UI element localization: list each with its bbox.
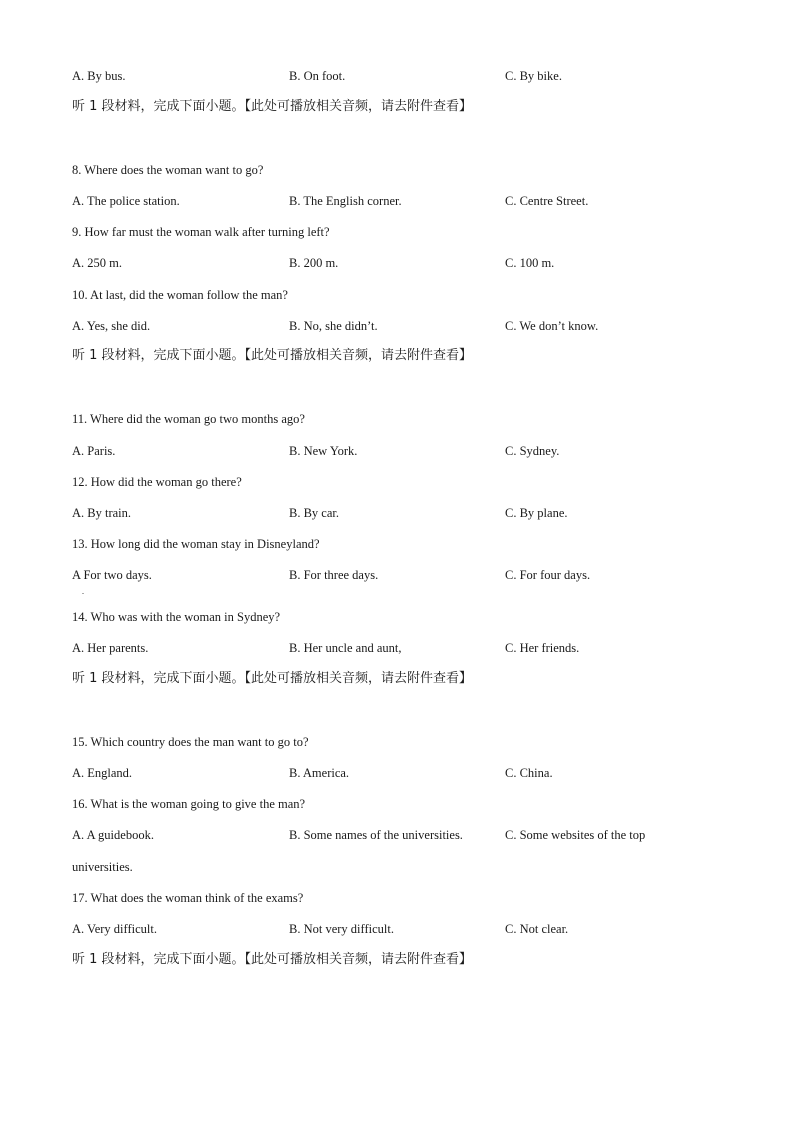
stray-dot: . [82, 587, 84, 596]
q11-option-a: A. Paris. [72, 444, 116, 458]
question-9: 9. How far must the woman walk after turning left? [72, 225, 330, 239]
question-15: 15. Which country does the man want to go to? [72, 735, 309, 749]
q9-option-a: A. 250 m. [72, 256, 122, 270]
q14-option-b: B. Her uncle and aunt, [289, 641, 402, 655]
q7-option-b: B. On foot. [289, 69, 346, 83]
q12-option-c: C. By plane. [505, 506, 568, 520]
q13-option-a: A For two days. [72, 568, 152, 582]
q14-option-a: A. Her parents. [72, 641, 149, 655]
q13-option-c: C. For four days. [505, 568, 591, 582]
q9-option-c: C. 100 m. [505, 256, 555, 270]
q12-option-a: A. By train. [72, 506, 132, 520]
q15-option-a: A. England. [72, 766, 133, 780]
q10-option-b: B. No, she didn’t. [289, 319, 378, 333]
q9-option-b: B. 200 m. [289, 256, 339, 270]
question-11: 11. Where did the woman go two months ago? [72, 412, 305, 426]
q13-option-b: B. For three days. [289, 568, 379, 582]
instruction-4: 听 1 段材料，完成下面小题。【此处可播放相关音频，请去附件查看】 [72, 952, 473, 967]
q11-option-b: B. New York. [289, 444, 358, 458]
q12-option-b: B. By car. [289, 506, 339, 520]
question-13: 13. How long did the woman stay in Disneyland? [72, 537, 320, 551]
q11-option-c: C. Sydney. [505, 444, 560, 458]
q10-option-c: C. We don’t know. [505, 319, 599, 333]
q8-option-a: A. The police station. [72, 194, 180, 208]
q16-option-c: C. Some websites of the top [505, 828, 646, 842]
q16-option-b: B. Some names of the universities. [289, 828, 463, 842]
q14-option-c: C. Her friends. [505, 641, 580, 655]
q8-option-c: C. Centre Street. [505, 194, 589, 208]
q15-option-b: B. America. [289, 766, 350, 780]
q17-option-c: C. Not clear. [505, 922, 569, 936]
question-14: 14. Who was with the woman in Sydney? [72, 610, 281, 624]
q7-option-a: A. By bus. [72, 69, 126, 83]
instruction-3: 听 1 段材料，完成下面小题。【此处可播放相关音频，请去附件查看】 [72, 671, 473, 686]
q16-option-a: A. A guidebook. [72, 828, 154, 842]
instruction-2: 听 1 段材料，完成下面小题。【此处可播放相关音频，请去附件查看】 [72, 348, 473, 363]
instruction-1: 听 1 段材料，完成下面小题。【此处可播放相关音频，请去附件查看】 [72, 99, 473, 114]
q7-option-c: C. By bike. [505, 69, 562, 83]
q15-option-c: C. China. [505, 766, 553, 780]
q17-option-b: B. Not very difficult. [289, 922, 394, 936]
q10-option-a: A. Yes, she did. [72, 319, 151, 333]
question-8: 8. Where does the woman want to go? [72, 163, 264, 177]
q17-option-a: A. Very difficult. [72, 922, 157, 936]
q8-option-b: B. The English corner. [289, 194, 402, 208]
question-16: 16. What is the woman going to give the man? [72, 797, 306, 811]
q16-option-c-continued: universities. [72, 860, 133, 874]
question-17: 17. What does the woman think of the exams? [72, 891, 304, 905]
question-10: 10. At last, did the woman follow the man? [72, 288, 288, 302]
question-12: 12. How did the woman go there? [72, 475, 242, 489]
